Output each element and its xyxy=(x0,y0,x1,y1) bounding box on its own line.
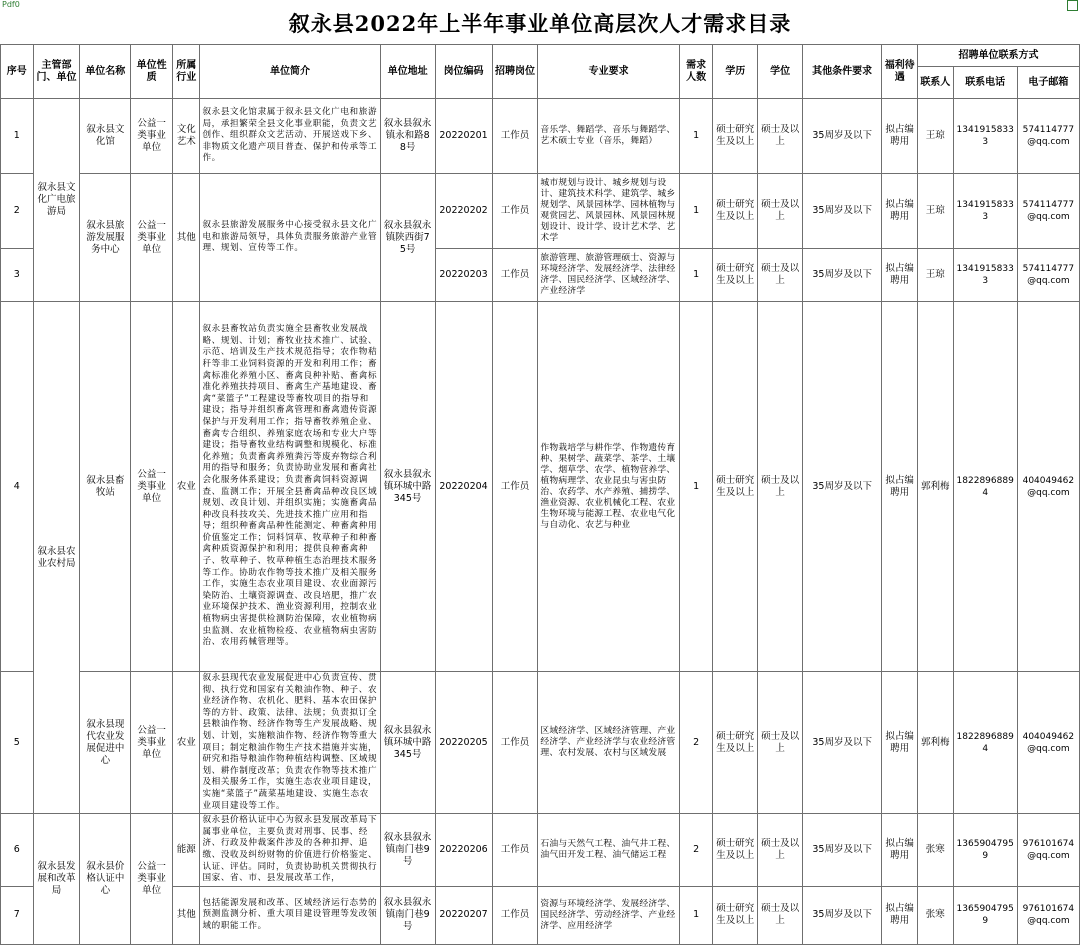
cell-benefit: 拟占编聘用 xyxy=(882,814,918,887)
cell-phone: 13659047959 xyxy=(953,814,1017,887)
cell-degree: 硕士及以上 xyxy=(758,886,803,944)
cell-education: 硕士研究生及以上 xyxy=(713,302,758,672)
header-post-code: 岗位编码 xyxy=(435,45,492,99)
cell-post-code: 20220206 xyxy=(435,814,492,887)
cell-major: 旅游管理、旅游管理硕士、资源与环境经济学、发展经济学、法律经济学、国民经济学、区域经济学、产业经济学 xyxy=(538,249,679,302)
table-row xyxy=(1,814,1080,887)
cell-seq: 1 xyxy=(1,99,34,174)
cell-other: 35周岁及以下 xyxy=(802,249,881,302)
cell-intro: 叙永县现代农业发展促进中心负责宣传、贯彻、执行党和国家有关粮油作物、种子、农业经济作物、农机化、肥料、基本农田保护等的方针、政策、法律、法规；负责拟订全县粮油作物、经济作物等生产发展战略、规划、计划，实施粮油作物、经济作物等重大项目；制定粮油作物生产技术措施并实施，研究和指导粮油作物种植结构调整、区域规划、耕作制度改革；负责农作物等技术推广及相关服务工作，实施生态农业项目建设，实施“菜篮子”蔬菜基地建设、实施生态农业项目建设等工作。 xyxy=(200,672,380,814)
header-address: 单位地址 xyxy=(380,45,435,99)
cell-industry: 其他 xyxy=(172,174,199,302)
cell-seq: 2 xyxy=(1,174,34,249)
cell-industry: 农业 xyxy=(172,302,199,672)
cell-contact: 张寒 xyxy=(918,886,954,944)
cell-post: 工作员 xyxy=(492,672,538,814)
cell-degree: 硕士及以上 xyxy=(758,814,803,887)
table-row xyxy=(1,99,1080,174)
cell-phone: 13419158333 xyxy=(953,174,1017,249)
header-education: 学历 xyxy=(713,45,758,99)
cell-count: 1 xyxy=(679,302,713,672)
cell-post: 工作员 xyxy=(492,814,538,887)
cell-degree: 硕士及以上 xyxy=(758,672,803,814)
cell-dept: 叙永县文化广电旅游局 xyxy=(33,99,80,302)
header-industry: 所属行业 xyxy=(172,45,199,99)
cell-post-code: 20220201 xyxy=(435,99,492,174)
cell-seq: 5 xyxy=(1,672,34,814)
cell-degree: 硕士及以上 xyxy=(758,302,803,672)
cell-phone: 18228968894 xyxy=(953,672,1017,814)
header-contact-group: 招聘单位联系方式 xyxy=(918,45,1080,67)
cell-other: 35周岁及以下 xyxy=(802,302,881,672)
cell-education: 硕士研究生及以上 xyxy=(713,814,758,887)
cell-intro: 叙永县文化馆隶属于叙永县文化广电和旅游局，承担繁荣全县文化事业职能，负责文艺创作、组织群众文艺活动、开展送戏下乡、非物质文化遗产项目普查、保护和传承等工作。 xyxy=(200,99,380,174)
cell-post: 工作员 xyxy=(492,886,538,944)
cell-major: 音乐学、舞蹈学、音乐与舞蹈学、艺术硕士专业（音乐，舞蹈） xyxy=(538,99,679,174)
cell-address: 叙永县叙永镇环城中路345号 xyxy=(380,672,435,814)
cell-industry: 能源 xyxy=(172,814,199,887)
cell-unit: 叙永县畜牧站 xyxy=(80,302,131,672)
cell-post: 工作员 xyxy=(492,249,538,302)
cell-email: 574114777@qq.com xyxy=(1017,174,1079,249)
cell-benefit: 拟占编聘用 xyxy=(882,174,918,249)
cell-other: 35周岁及以下 xyxy=(802,672,881,814)
cell-other: 35周岁及以下 xyxy=(802,174,881,249)
header-benefit: 福利待遇 xyxy=(882,45,918,99)
cell-post: 工作员 xyxy=(492,302,538,672)
talent-demand-table xyxy=(0,44,1080,945)
cell-unit: 叙永县旅游发展服务中心 xyxy=(80,174,131,302)
cell-address: 叙永县叙永镇南门巷9号 xyxy=(380,886,435,944)
table-row xyxy=(1,672,1080,814)
cell-email: 976101674@qq.com xyxy=(1017,814,1079,887)
cell-email: 574114777@qq.com xyxy=(1017,99,1079,174)
cell-count: 1 xyxy=(679,99,713,174)
header-seq: 序号 xyxy=(1,45,34,99)
cell-post-code: 20220205 xyxy=(435,672,492,814)
cell-degree: 硕士及以上 xyxy=(758,174,803,249)
cell-contact: 王琼 xyxy=(918,99,954,174)
cell-email: 976101674@qq.com xyxy=(1017,886,1079,944)
header-post: 招聘岗位 xyxy=(492,45,538,99)
header-email: 电子邮箱 xyxy=(1017,67,1079,99)
cell-nature: 公益一类事业单位 xyxy=(131,99,173,174)
cell-contact: 郭利梅 xyxy=(918,302,954,672)
cell-seq: 7 xyxy=(1,886,34,944)
cell-intro: 叙永县旅游发展服务中心接受叙永县文化广电和旅游局领导，具体负责服务旅游产业管理、规划、宣传等工作。 xyxy=(200,174,380,302)
cell-other: 35周岁及以下 xyxy=(802,814,881,887)
cell-post-code: 20220202 xyxy=(435,174,492,249)
cell-count: 1 xyxy=(679,886,713,944)
cell-other: 35周岁及以下 xyxy=(802,99,881,174)
page-title: 叙永县2022年上半年事业单位高层次人才需求目录 xyxy=(288,11,792,36)
cell-industry: 其他 xyxy=(172,886,199,944)
cell-industry: 农业 xyxy=(172,672,199,814)
header-contact: 联系人 xyxy=(918,67,954,99)
table-row xyxy=(1,174,1080,249)
cell-seq: 4 xyxy=(1,302,34,672)
header-nature: 单位性质 xyxy=(131,45,173,99)
cell-contact: 王琼 xyxy=(918,174,954,249)
cell-major: 城市规划与设计、城乡规划与设计、建筑技术科学、建筑学、城乡规划学、风景园林学、园林植物与观赏园艺、风景园林、风景园林规划设计、设计学、设计艺术学、艺术学 xyxy=(538,174,679,249)
cell-address: 叙永县叙永镇南门巷9号 xyxy=(380,814,435,887)
header-row-1 xyxy=(1,45,1080,67)
cell-dept: 叙永县发展和改革局 xyxy=(33,814,80,945)
cell-address: 叙永县叙永镇环城中路345号 xyxy=(380,302,435,672)
cell-unit: 叙永县现代农业发展促进中心 xyxy=(80,672,131,814)
cell-address: 叙永县叙永镇陕西街75号 xyxy=(380,174,435,302)
cell-seq: 6 xyxy=(1,814,34,887)
cell-phone: 13659047959 xyxy=(953,886,1017,944)
cell-count: 1 xyxy=(679,249,713,302)
header-degree: 学位 xyxy=(758,45,803,99)
cell-post-code: 20220207 xyxy=(435,886,492,944)
header-intro: 单位简介 xyxy=(200,45,380,99)
header-unit: 单位名称 xyxy=(80,45,131,99)
cell-nature: 公益一类事业单位 xyxy=(131,672,173,814)
cell-email: 404049462@qq.com xyxy=(1017,302,1079,672)
cell-major: 区域经济学、区域经济管理、产业经济学、产业经济学与农业经济管理、农村发展、农村与区域发展 xyxy=(538,672,679,814)
cell-post: 工作员 xyxy=(492,174,538,249)
cell-benefit: 拟占编聘用 xyxy=(882,672,918,814)
cell-dept: 叙永县农业农村局 xyxy=(33,302,80,814)
cell-major: 作物栽培学与耕作学、作物遗传育种、果树学、蔬菜学、茶学、土壤学、烟草学、农学、植物营养学、植物病理学、农业昆虫与害虫防治、农药学、水产养殖、捕捞学、渔业资源、农业机械化工程、农业生物环境与能源工程、农业电气化与自动化、农艺与种业 xyxy=(538,302,679,672)
cell-count: 1 xyxy=(679,174,713,249)
cell-major: 石油与天然气工程、油气井工程、油气田开发工程、油气储运工程 xyxy=(538,814,679,887)
cell-industry: 文化艺术 xyxy=(172,99,199,174)
header-other: 其他条件要求 xyxy=(802,45,881,99)
corner-mark: Pdf0 xyxy=(2,0,20,9)
cell-contact: 张寒 xyxy=(918,814,954,887)
header-phone: 联系电话 xyxy=(953,67,1017,99)
cell-phone: 13419158333 xyxy=(953,249,1017,302)
cell-unit: 叙永县文化馆 xyxy=(80,99,131,174)
cell-education: 硕士研究生及以上 xyxy=(713,174,758,249)
cell-post-code: 20220204 xyxy=(435,302,492,672)
cell-intro: 叙永县价格认证中心为叙永县发展改革局下属事业单位，主要负责对刑事、民事、经济、行政及仲裁案件涉及的各种扣押、追缴、没收及纠纷财物的价值进行价格鉴定、认证、评估。同时，负责协助机关贯彻执行国家、省、市、县发展改革工作， xyxy=(200,814,380,887)
cell-contact: 王琼 xyxy=(918,249,954,302)
cell-contact: 郭利梅 xyxy=(918,672,954,814)
cell-nature: 公益一类事业单位 xyxy=(131,302,173,672)
header-dept: 主管部门、单位 xyxy=(33,45,80,99)
cell-education: 硕士研究生及以上 xyxy=(713,99,758,174)
cell-seq: 3 xyxy=(1,249,34,302)
cell-phone: 18228968894 xyxy=(953,302,1017,672)
cell-benefit: 拟占编聘用 xyxy=(882,302,918,672)
cell-education: 硕士研究生及以上 xyxy=(713,672,758,814)
cell-education: 硕士研究生及以上 xyxy=(713,249,758,302)
cell-unit: 叙永县价格认证中心 xyxy=(80,814,131,945)
cell-benefit: 拟占编聘用 xyxy=(882,99,918,174)
cell-email: 404049462@qq.com xyxy=(1017,672,1079,814)
cell-education: 硕士研究生及以上 xyxy=(713,886,758,944)
cell-degree: 硕士及以上 xyxy=(758,249,803,302)
cell-post: 工作员 xyxy=(492,99,538,174)
cell-address: 叙永县叙永镇永和路88号 xyxy=(380,99,435,174)
cell-benefit: 拟占编聘用 xyxy=(882,886,918,944)
cell-major: 资源与环境经济学、发展经济学、国民经济学、劳动经济学、产业经济学、应用经济学 xyxy=(538,886,679,944)
cell-count: 2 xyxy=(679,672,713,814)
cell-degree: 硕士及以上 xyxy=(758,99,803,174)
cell-benefit: 拟占编聘用 xyxy=(882,249,918,302)
cell-nature: 公益一类事业单位 xyxy=(131,174,173,302)
cell-post-code: 20220203 xyxy=(435,249,492,302)
cell-count: 2 xyxy=(679,814,713,887)
table-row xyxy=(1,302,1080,672)
cell-phone: 13419158333 xyxy=(953,99,1017,174)
cell-intro: 包括能源发展和改革、区域经济运行态势的预测监测分析、重大项目建设管理等发改领域的职能工作。 xyxy=(200,886,380,944)
header-major: 专业要求 xyxy=(538,45,679,99)
cell-intro: 叙永县畜牧站负责实施全县畜牧业发展战略、规划、计划；畜牧业技术推广、试验、示范、培训及生产技术规范指导；农作物秸秆等非工业饲料资源的开发和利用工作；畜禽标准化养殖小区、畜禽良种补贴、畜禽标准化养殖扶持项目、畜禽生产基地建设、畜禽“菜篮子”工程建设等畜牧项目的指导和建设；指导并组织畜禽管理和畜禽遗传资源保护与开发利用工作；指导畜牧养殖企业、畜禽专合组织、养殖家庭农场和专业大户等建设；指导畜牧业结构调整和规模化、标准化养殖；负责畜禽养殖粪污等废弃物综合利用的指导和服务；负责协助业发展和畜禽社会化服务体系建设；负责畜禽饲料资源调查、监测工作；开展全县畜禽品种改良区域规划、改良计划、并组织实施；实施畜禽品种改良科技攻关、先进技术推广应用和指导；组织种畜禽品种性能测定、种畜禽种用价值鉴定工作；饲料饲草、牧草种子和种畜禽种质资源保护和利用；提供良种畜禽种子、牧草种子、牧草种植生态治理技术服务等工作。协助农作物等技术推广及相关服务工作，实施生态农业项目建设、农业面源污染防治、土壤资源调查、改良培肥，推广农业环境保护技术、渔业资源利用，控制农业植物病虫害提供检测防治保障，农业植物病虫监测、农业植物检疫、农业植物病虫害防治、农用药械管理等。 xyxy=(200,302,380,672)
header-count: 需求人数 xyxy=(679,45,713,99)
cell-email: 574114777@qq.com xyxy=(1017,249,1079,302)
cell-nature: 公益一类事业单位 xyxy=(131,814,173,945)
cell-other: 35周岁及以下 xyxy=(802,886,881,944)
